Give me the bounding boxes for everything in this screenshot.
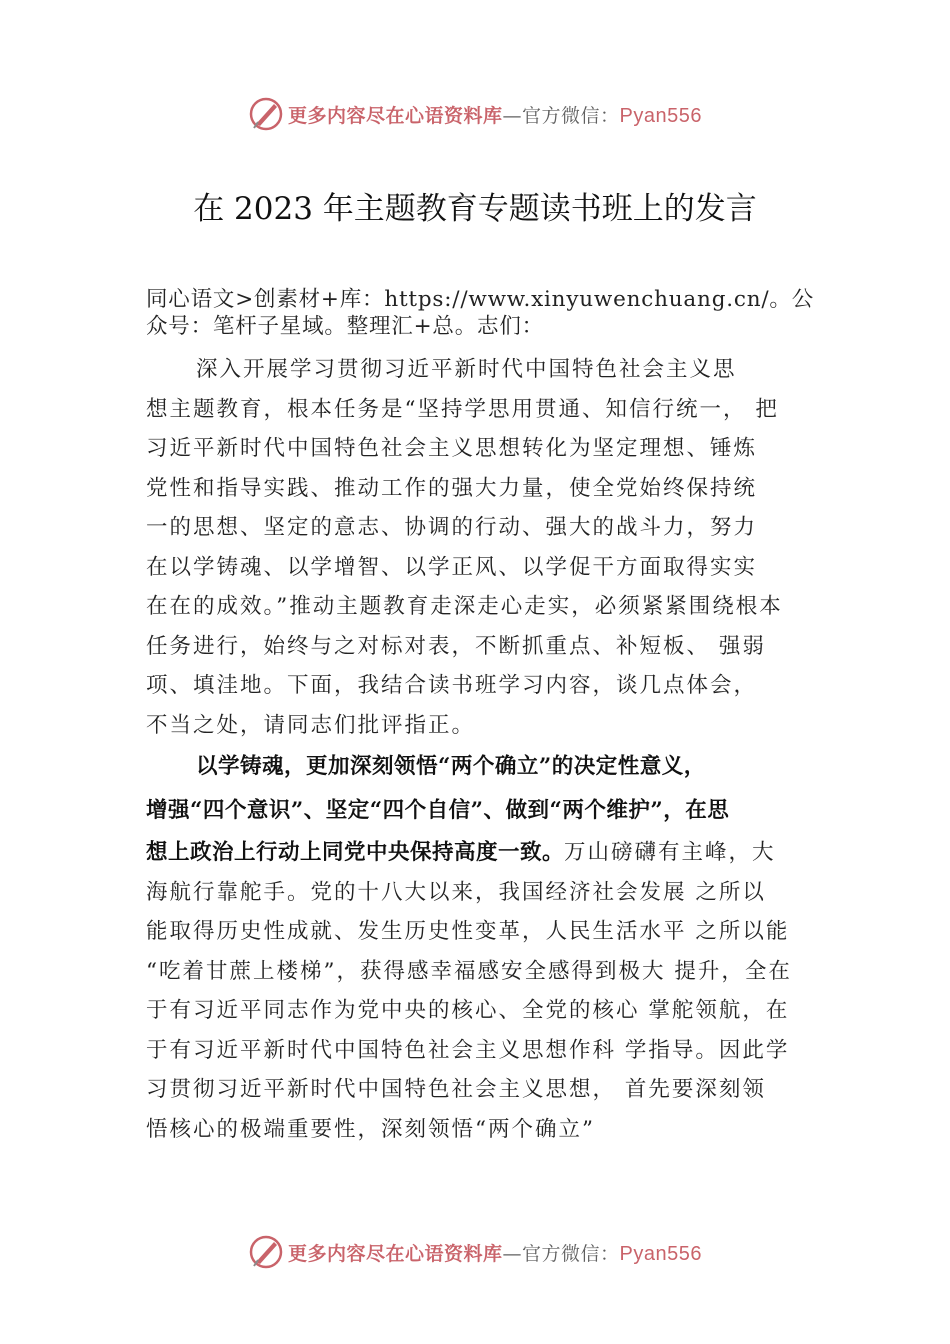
- paragraph-line: 在在的成效。”推动主题教育走深走心走实，必须紧紧围绕根本: [146, 594, 783, 619]
- paragraph-line: 深入开展学习贯彻习近平新时代中国特色社会主义思: [196, 357, 737, 382]
- banner-wechat-id: Pyan556: [619, 1242, 702, 1265]
- banner-sub-text: —官方微信：: [502, 1242, 620, 1265]
- quill-logo-icon: [248, 96, 284, 132]
- banner-main-text: 更多内容尽在心语资料库: [288, 1242, 503, 1265]
- paragraph-line: 想主题教育，根本任务是“坚持学思用贯通、知信行统一， 把: [146, 396, 779, 422]
- paragraph-line-text: 万山磅礴有主峰，大: [564, 840, 776, 865]
- quill-logo-icon: [248, 1234, 284, 1270]
- banner-wechat-id: Pyan556: [619, 104, 702, 127]
- paragraph-line: 悟核心的极端重要性，深刻领悟“两个确立”: [146, 1116, 595, 1142]
- document-title: 在 2023 年主题教育专题读书班上的发言: [193, 191, 757, 227]
- paragraph-line: 项、填洼地。下面，我结合读书班学习内容，谈几点体会，: [146, 673, 758, 698]
- paragraph-line: 于有习近平同志作为党中央的核心、全党的核心 掌舵领航，在: [146, 998, 790, 1023]
- banner-sub-text: —官方微信：: [502, 104, 620, 127]
- header-banner: [0, 94, 950, 134]
- paragraph-line: 习近平新时代中国特色社会主义思想转化为坚定理想、锤炼: [146, 436, 758, 461]
- paragraph-line: [146, 833, 836, 873]
- paragraph-line: 一的思想、坚定的意志、协调的行动、强大的战斗力，努力: [146, 515, 758, 540]
- paragraph-line: 于有习近平新时代中国特色社会主义思想作科 学指导。因此学: [146, 1037, 790, 1063]
- paragraph-line: 任务进行，始终与之对标对表，不断抓重点、补短板、 强弱: [146, 633, 766, 659]
- section-heading-line: 增强“四个意识”、坚定“四个自信”、做到“两个维护”，在思: [146, 798, 730, 823]
- paragraph-1: [146, 350, 836, 745]
- banner-main-text: 更多内容尽在心语资料库: [288, 104, 503, 127]
- footer-banner: [0, 1232, 950, 1272]
- paragraph-line: 海航行靠舵手。党的十八大以来，我国经济社会发展 之所以: [146, 879, 766, 905]
- paragraph-line: 不当之处，请同志们批评指正。: [146, 712, 476, 738]
- paragraph-2: [146, 745, 836, 1149]
- paragraph-line: 在以学铸魂、以学增智、以学正风、以学促干方面取得实实: [146, 554, 758, 580]
- paragraph-line: 党性和指导实践、推动工作的强大力量，使全党始终保持统: [146, 475, 758, 501]
- intro-text: 同心语文>创素材+库：https://www.xinyuwenchuang.cn/。公众号：笔杆子星域。整理汇+总。志们：: [146, 287, 815, 339]
- banner-text: [288, 101, 702, 128]
- paragraph-line: 习贯彻习近平新时代中国特色社会主义思想， 首先要深刻领: [146, 1077, 766, 1102]
- section-heading-line: 以学铸魂，更加深刻领悟“两个确立”的决定性意义，: [196, 754, 706, 779]
- paragraph-line: 能取得历史性成就、发生历史性变革，人民生活水平 之所以能: [146, 919, 790, 944]
- section-heading-end: 想上政治上行动上同党中央保持高度一致。: [146, 840, 565, 865]
- banner-text: [288, 1239, 702, 1266]
- paragraph-line: “吃着甘蔗上楼梯”，获得感幸福感安全感得到极大 提升，全在: [146, 958, 792, 984]
